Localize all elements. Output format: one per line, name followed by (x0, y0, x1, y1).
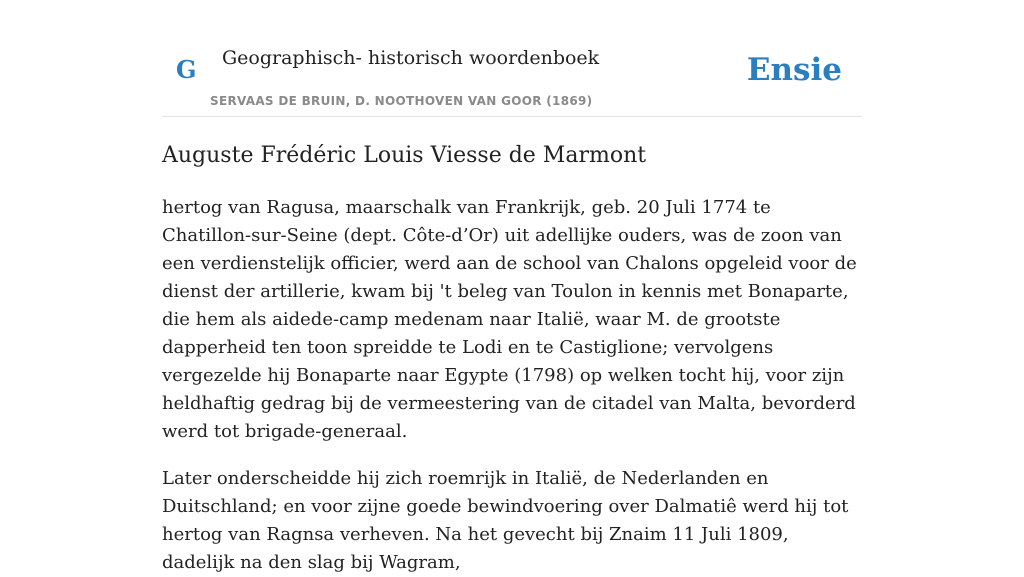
ensie-brand-logo[interactable]: Ensie (746, 52, 842, 88)
content-container (162, 0, 862, 577)
book-author: SERVAAS DE BRUIN, D. NOOTHOVEN VAN GOOR (1869) (210, 94, 593, 108)
header (162, 0, 862, 117)
entry-body (162, 194, 862, 577)
book-title[interactable]: Geographisch- historisch woordenboek (222, 47, 600, 69)
book-logo-link[interactable]: G (176, 55, 197, 84)
entry-paragraph: hertog van Ragusa, maarschalk van Frankrijk, geb. 20 Juli 1774 te Chatillon-sur-Seine (dept. Côte-d’Or) uit adellijke ouders, was de zoon van een verdienstelijk officier, werd aan de school van Chalons opgeleid voor de dienst der artillerie, kwam bij 't beleg van Toulon in kennis met Bonaparte, die hem als aidede-camp medenam naar Italië, waar M. de grootste dapperheid ten toon spreidde te Lodi en te Castiglione; vervolgens vergezelde hij Bonaparte naar Egypte (1798) op welken tocht hij, voor zijn heldhaftig gedrag bij de vermeestering van de citadel van Malta, bevorderd werd tot brigade-generaal. (162, 197, 857, 442)
entry-title: Auguste Frédéric Louis Viesse de Marmont (162, 143, 647, 168)
entry-paragraph: Later onderscheidde hij zich roemrijk in Italië, de Nederlanden en Duitschland; en voor zijne goede bewindvoering over Dalmatiê werd hij tot hertog van Ragnsa verheven. Na het gevecht bij Znaim 11 Juli 1809, dadelijk na den slag bij Wagram, (162, 468, 849, 573)
